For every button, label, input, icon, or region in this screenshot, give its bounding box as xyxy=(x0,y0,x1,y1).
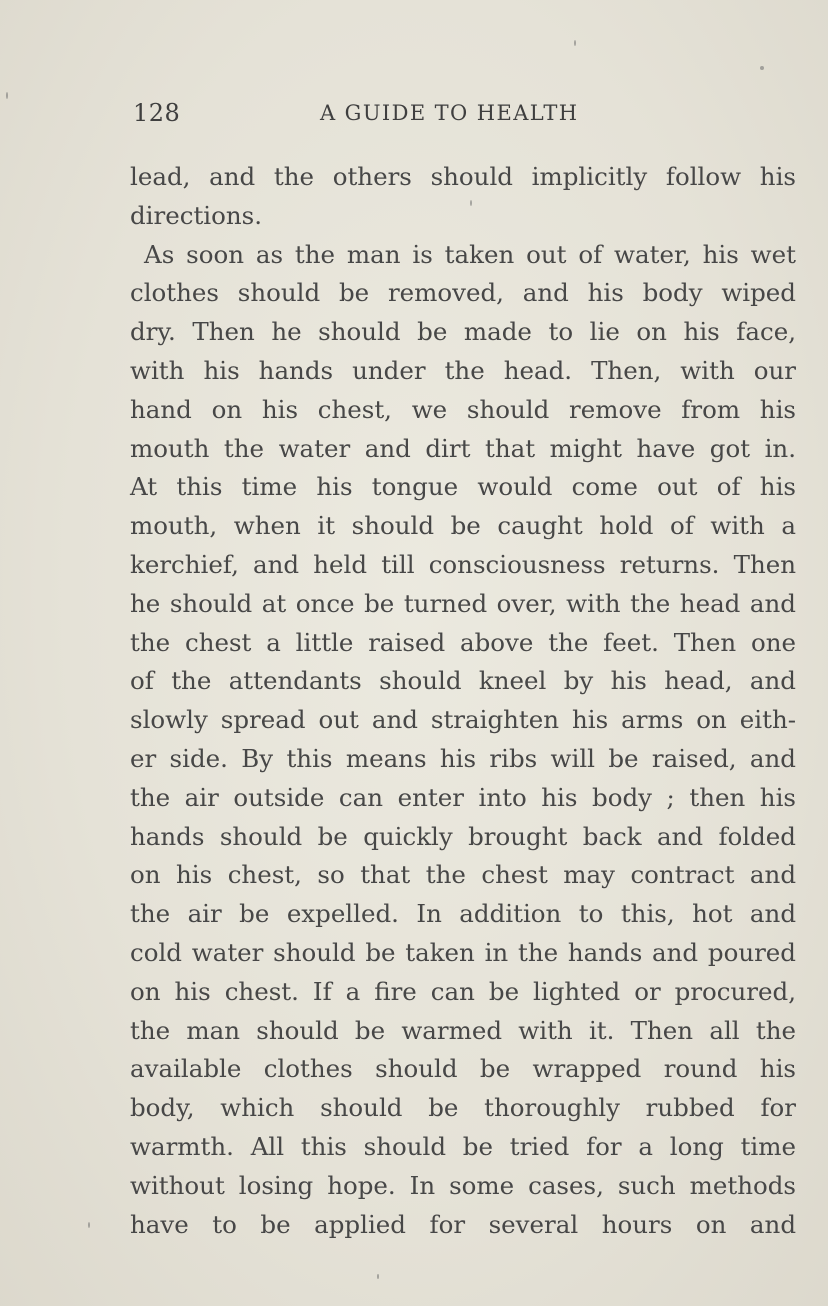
text-line: clothes should be removed, and his body wiped xyxy=(130,278,796,308)
text-line: hands should be quickly brought back and folded xyxy=(130,821,796,851)
scan-speck xyxy=(760,66,764,70)
paragraph-first-line: As soon as the man is taken out of water, his wet xyxy=(144,239,796,269)
text-line: warmth. All this should be tried for a long time xyxy=(130,1131,796,1161)
text-line: he should at once be turned over, with the head and xyxy=(130,588,796,618)
running-head: A GUIDE TO HEALTH xyxy=(320,101,579,125)
text-line: cold water should be taken in the hands and poured xyxy=(130,937,796,967)
text-line: without losing hope. In some cases, such methods xyxy=(130,1170,796,1200)
text-line: with his hands under the head. Then, with our xyxy=(130,355,796,385)
text-line: er side. By this means his ribs will be raised, and xyxy=(130,743,796,773)
page-header xyxy=(133,99,653,135)
text-line: body, which should be thoroughly rubbed for xyxy=(130,1093,796,1123)
text-line: slowly spread out and straighten his arms on eith- xyxy=(130,705,796,735)
text-line: hand on his chest, we should remove from his xyxy=(130,394,796,424)
text-line: kerchief, and held till consciousness returns. Then xyxy=(130,549,796,579)
scan-speck xyxy=(6,92,8,99)
text-line: the man should be warmed with it. Then all the xyxy=(130,1015,796,1045)
text-line: mouth, when it should be caught hold of with a xyxy=(130,511,796,541)
text-line: dry. Then he should be made to lie on his face, xyxy=(130,317,796,347)
text-line: At this time his tongue would come out of his xyxy=(130,472,796,502)
body-text xyxy=(130,158,796,1244)
text-line: of the attendants should kneel by his head, and xyxy=(130,666,796,696)
scan-speck xyxy=(377,1274,379,1279)
text-line: have to be applied for several hours on and xyxy=(130,1209,796,1239)
text-line: directions. xyxy=(130,200,263,230)
scan-speck xyxy=(470,200,472,206)
text-line: the chest a little raised above the feet. Then one xyxy=(130,627,796,657)
text-line: mouth the water and dirt that might have got in. xyxy=(130,433,796,463)
scan-speck xyxy=(574,40,576,46)
text-line: available clothes should be wrapped round his xyxy=(130,1054,796,1084)
text-line: the air outside can enter into his body ; then his xyxy=(130,782,796,812)
text-line: the air be expelled. In addition to this, hot and xyxy=(130,899,796,929)
text-line: on his chest. If a fire can be lighted or procured, xyxy=(130,976,796,1006)
text-line: on his chest, so that the chest may contract and xyxy=(130,860,796,890)
page-number: 128 xyxy=(133,99,181,127)
text-line: lead, and the others should implicitly follow his xyxy=(130,162,796,191)
scan-speck xyxy=(88,1222,90,1228)
